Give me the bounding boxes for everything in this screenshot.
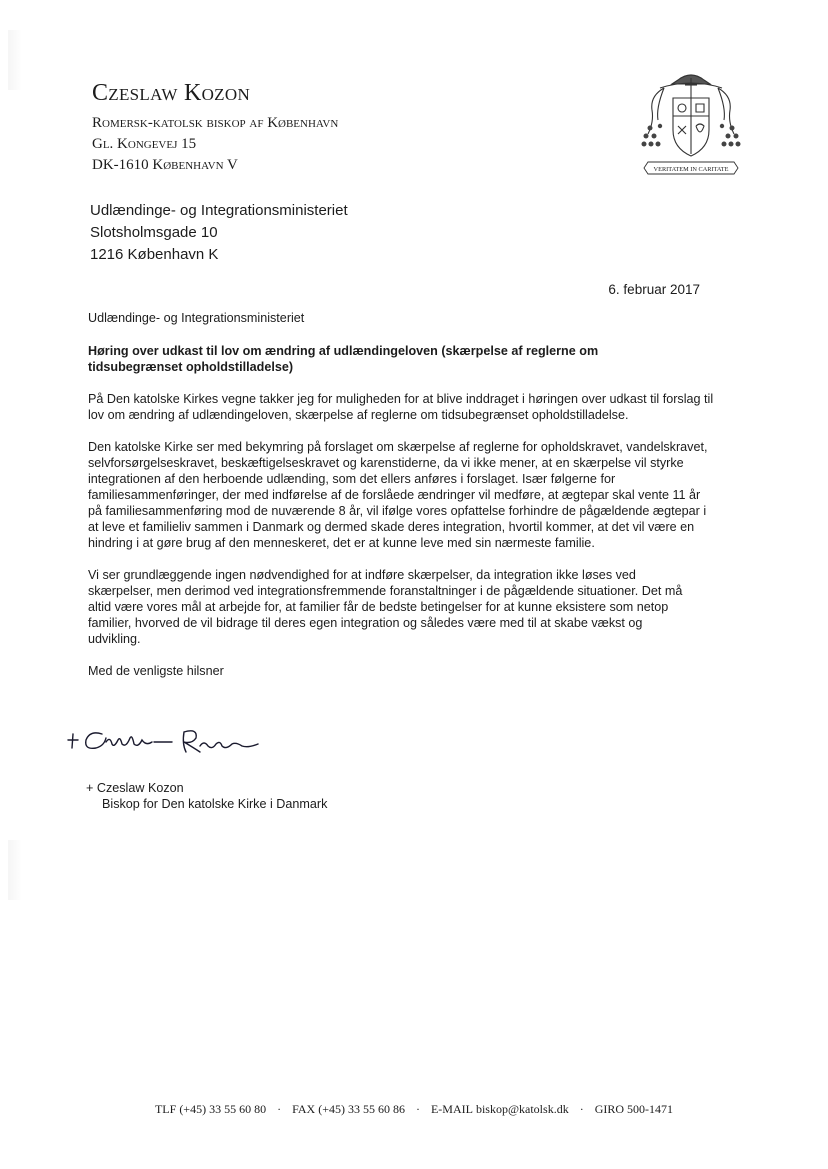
phone-label: TLF <box>154 1102 177 1116</box>
sender-title: Romersk-katolsk biskop af København <box>92 115 339 131</box>
separator: · <box>277 1102 282 1116</box>
email-address: biskop@katolsk.dk <box>475 1102 569 1116</box>
body-paragraph: På Den katolske Kirkes vegne takker jeg for muligheden for at blive inddraget i høringen over udkast til forslag til lov om ændring af udlændingeloven, skærpelse af reglerne om tidsubegrænset opholdstilladelse. <box>88 392 714 422</box>
recipient-street: Slotsholmsgade 10 <box>90 224 218 241</box>
giro-label: GIRO <box>594 1102 625 1116</box>
subject-line: Høring over udkast til lov om ændring af udlændingeloven (skærpelse af reglerne om tidsubegrænset opholdstilladelse) <box>88 344 599 374</box>
scan-artifact <box>8 840 22 900</box>
separator: · <box>415 1102 420 1116</box>
episcopal-coat-of-arms <box>640 68 742 180</box>
separator: · <box>579 1102 584 1116</box>
letter-date: 6. februar 2017 <box>608 282 700 297</box>
giro-number: 500-1471 <box>627 1102 674 1116</box>
signer-name: + Czeslaw Kozon <box>86 781 184 795</box>
sender-city: DK-1610 København V <box>92 157 238 173</box>
scan-artifact <box>8 30 22 90</box>
crest-motto: VERITATEM IN CARITATE <box>653 166 729 173</box>
letterhead <box>92 80 472 176</box>
recipient-city: 1216 København K <box>90 246 219 263</box>
letter-body <box>88 310 728 679</box>
fax-label: FAX <box>292 1102 316 1116</box>
signer-block <box>86 780 327 812</box>
handwritten-signature <box>62 718 262 766</box>
addressee-line: Udlændinge- og Integrationsministeriet <box>88 311 305 325</box>
sender-name: Czeslaw Kozon <box>92 80 251 106</box>
fax-number: (+45) 33 55 60 86 <box>318 1102 405 1116</box>
body-paragraph: Vi ser grundlæggende ingen nødvendighed for at indføre skærpelser, da integration ikke løses ved skærpelser, men derimod ved integrationsfremmende foranstaltninger i de pågældende situationer. Det må altid være vores mål at arbejde for, at familier får de bedste betingelser for at kunne eksistere som netop familier, hvorved de vil bidrage til deres egen integration og således være med til at skabe vækst og udvikling. <box>88 568 683 646</box>
email-label: E-MAIL <box>430 1102 473 1116</box>
letterhead-footer <box>0 1102 828 1117</box>
phone-number: (+45) 33 55 60 80 <box>179 1102 267 1116</box>
signer-title: Biskop for Den katolske Kirke i Danmark <box>102 797 328 811</box>
closing-salutation: Med de venligste hilsner <box>88 664 224 678</box>
sender-street: Gl. Kongevej 15 <box>92 136 197 152</box>
recipient-address <box>90 200 348 266</box>
body-paragraph: Den katolske Kirke ser med bekymring på forslaget om skærpelse af reglerne for opholdskravet, vandelskravet, selvforsørgelseskravet, beskæftigelseskravet og karenstiderne, da vi ikke mener, at en skærpelse vil styrke integrationen af den herboende udlænding, som det ellers anføres i forslaget. Især følgerne for familiesammenføringer, der med indførelse af de forslåede ændringer vil medføre, at ægtepar skal vente 11 år på familiesammenføring mod de nuværende 8 år, vil ifølge vores opfattelse forhindre de pågældende ægtepar i at leve et familieliv sammen i Danmark og dermed skade deres integration, hvortil kommer, at det vil være en hindring i at gøre brug af den menneskeret, det er at kunne leve med sin nærmeste familie. <box>88 440 708 550</box>
recipient-org: Udlændinge- og Integrationsministeriet <box>90 202 348 219</box>
